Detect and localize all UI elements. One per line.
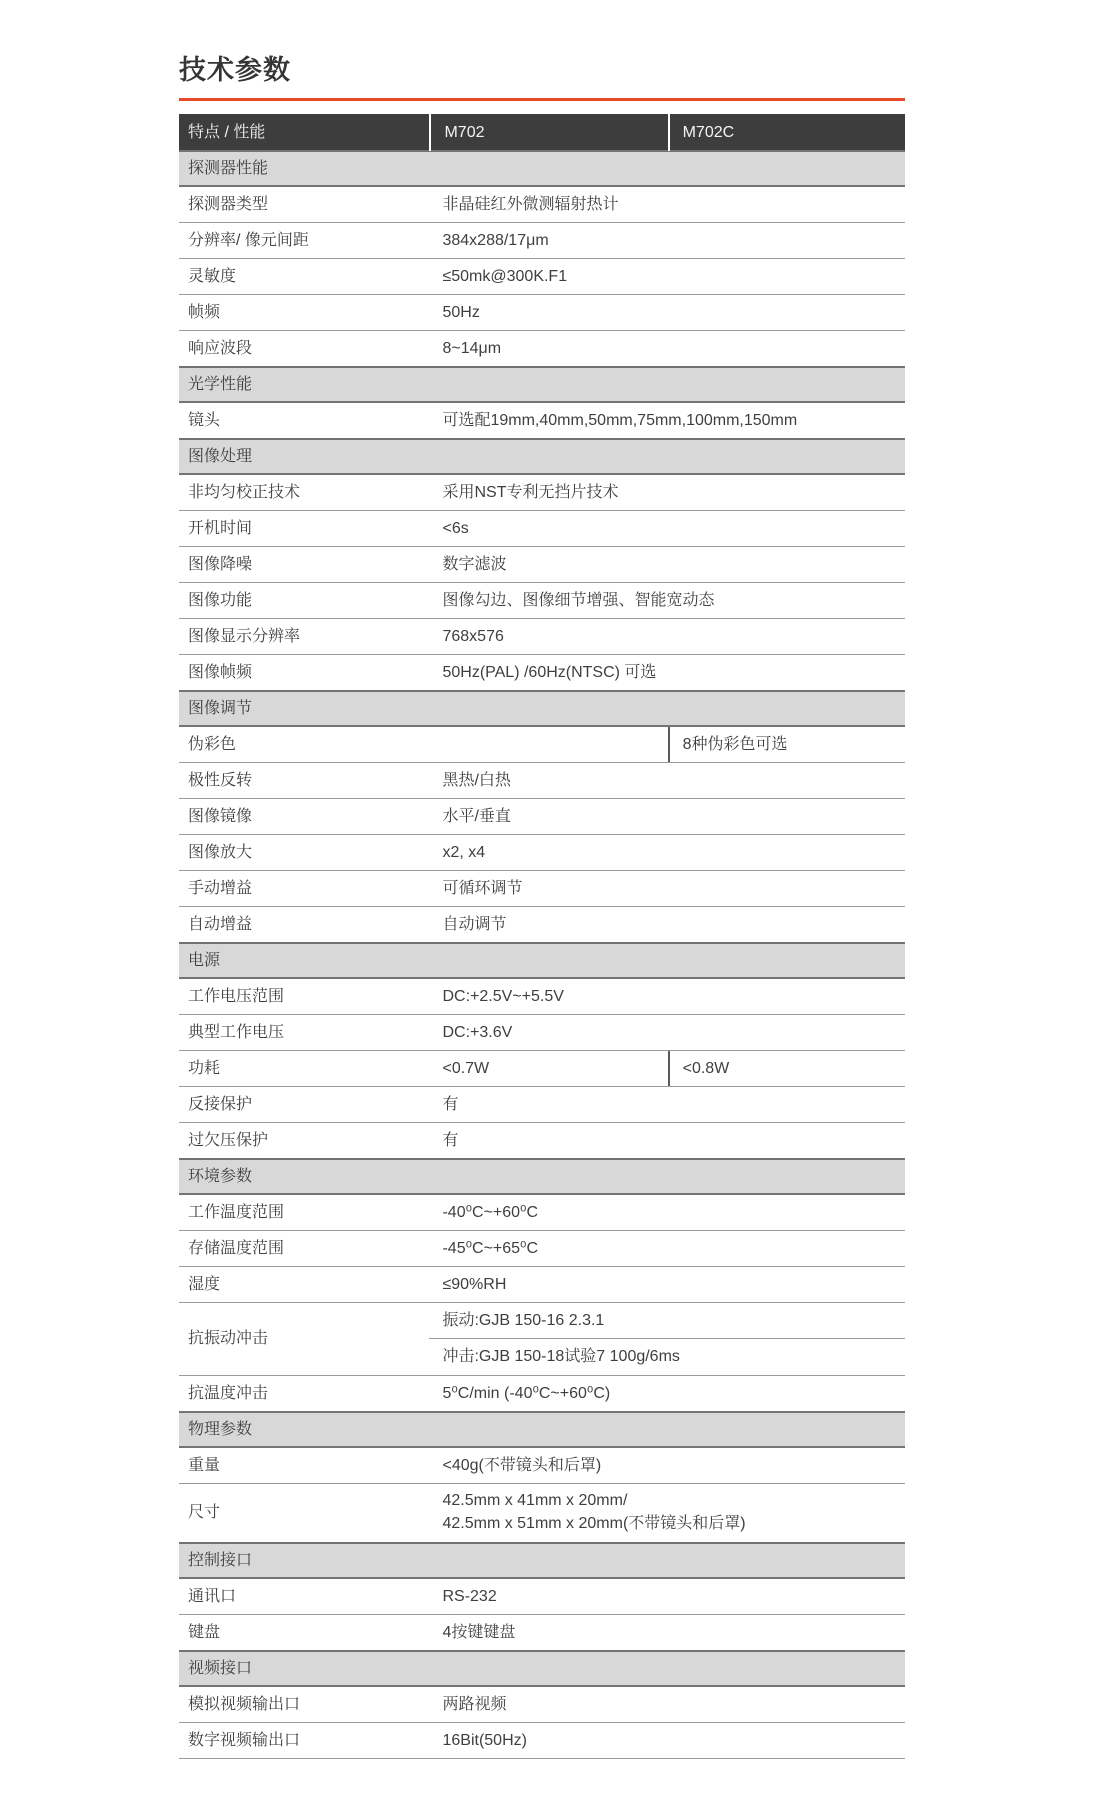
spec-value: 50Hz bbox=[442, 303, 480, 321]
spec-value: 5⁰C/min (-40⁰C~+60⁰C) bbox=[442, 1384, 611, 1402]
spec-value: 两路视频 bbox=[442, 1695, 507, 1713]
spec-sheet-content bbox=[179, 54, 905, 1759]
section-label: 图像处理 bbox=[188, 447, 253, 465]
spec-value-line: 42.5mm x 51mm x 20mm(不带镜头和后罩) bbox=[442, 1514, 746, 1532]
spec-row bbox=[179, 295, 905, 331]
spec-value: 自动调节 bbox=[442, 915, 507, 933]
spec-row bbox=[179, 403, 905, 439]
spec-row bbox=[179, 1123, 905, 1159]
section-row bbox=[179, 438, 905, 475]
table-header-row bbox=[179, 114, 905, 151]
spec-row bbox=[179, 907, 905, 943]
spec-row bbox=[179, 223, 905, 259]
spec-value bbox=[429, 1484, 905, 1542]
spec-label: 图像镜像 bbox=[188, 807, 253, 825]
spec-row bbox=[179, 511, 905, 547]
spec-value: 有 bbox=[442, 1095, 459, 1113]
spec-label: 非均匀校正技术 bbox=[188, 483, 301, 501]
spec-row bbox=[179, 331, 905, 367]
spec-label: 图像显示分辨率 bbox=[188, 627, 301, 645]
spec-label: 图像放大 bbox=[188, 843, 253, 861]
spec-value: -40⁰C~+60⁰C bbox=[442, 1203, 539, 1221]
spec-value-m702: <0.7W bbox=[442, 1059, 490, 1077]
spec-value-m702c: 8种伪彩色可选 bbox=[668, 727, 905, 762]
section-row bbox=[179, 1411, 905, 1448]
spec-value: 可循环调节 bbox=[442, 879, 523, 897]
spec-value: 黑热/白热 bbox=[442, 771, 511, 789]
spec-sub-value: 振动:GJB 150-16 2.3.1 bbox=[429, 1303, 905, 1339]
spec-row bbox=[179, 1267, 905, 1303]
spec-value: 非晶硅红外微测辐射热计 bbox=[442, 195, 619, 213]
spec-value: 16Bit(50Hz) bbox=[442, 1731, 527, 1749]
spec-value: DC:+2.5V~+5.5V bbox=[442, 987, 564, 1005]
spec-label: 反接保护 bbox=[188, 1095, 253, 1113]
spec-value: 数字滤波 bbox=[442, 555, 507, 573]
spec-row bbox=[179, 1484, 905, 1543]
spec-row bbox=[179, 1723, 905, 1759]
spec-sub-value: 冲击:GJB 150-18试验7 100g/6ms bbox=[442, 1348, 680, 1366]
section-row bbox=[179, 150, 905, 187]
section-row bbox=[179, 690, 905, 727]
spec-row bbox=[179, 1615, 905, 1651]
spec-row bbox=[179, 619, 905, 655]
section-label: 控制接口 bbox=[188, 1551, 253, 1569]
spec-label: 键盘 bbox=[188, 1623, 221, 1641]
spec-label: 探测器类型 bbox=[188, 195, 269, 213]
section-row bbox=[179, 1158, 905, 1195]
section-label: 视频接口 bbox=[188, 1659, 253, 1677]
spec-row bbox=[179, 1195, 905, 1231]
spec-row bbox=[179, 1231, 905, 1267]
spec-table bbox=[179, 114, 905, 1759]
header-cell-feature: 特点 / 性能 bbox=[188, 123, 266, 141]
spec-row bbox=[179, 871, 905, 907]
section-label: 环境参数 bbox=[188, 1167, 253, 1185]
spec-label: 抗温度冲击 bbox=[188, 1384, 269, 1402]
header-cell-m702: M702 bbox=[429, 114, 667, 151]
spec-row bbox=[179, 799, 905, 835]
spec-value: 8~14μm bbox=[442, 339, 502, 357]
spec-value: 可选配19mm,40mm,50mm,75mm,100mm,150mm bbox=[442, 411, 798, 429]
spec-value: 采用NST专利无挡片技术 bbox=[442, 483, 619, 501]
spec-row bbox=[179, 187, 905, 223]
spec-subvalues bbox=[429, 1303, 905, 1375]
page-title: 技术参数 bbox=[179, 55, 291, 85]
spec-row bbox=[179, 1087, 905, 1123]
header-cell-m702c: M702C bbox=[668, 114, 905, 151]
spec-value: 768x576 bbox=[442, 627, 504, 645]
spec-row bbox=[179, 835, 905, 871]
spec-row bbox=[179, 763, 905, 799]
spec-label: 帧频 bbox=[188, 303, 221, 321]
spec-row bbox=[179, 1303, 905, 1376]
spec-label: 开机时间 bbox=[188, 519, 253, 537]
spec-row bbox=[179, 979, 905, 1015]
spec-row bbox=[179, 655, 905, 691]
spec-row bbox=[179, 547, 905, 583]
spec-label: 尺寸 bbox=[188, 1504, 221, 1522]
spec-value: 有 bbox=[442, 1131, 459, 1149]
spec-label: 灵敏度 bbox=[188, 267, 237, 285]
section-row bbox=[179, 942, 905, 979]
spec-table-body bbox=[179, 150, 905, 1759]
spec-row bbox=[179, 583, 905, 619]
section-label: 电源 bbox=[188, 951, 221, 969]
spec-label: 重量 bbox=[188, 1456, 221, 1474]
spec-label: 手动增益 bbox=[188, 879, 253, 897]
spec-row bbox=[179, 475, 905, 511]
spec-label: 图像降噪 bbox=[188, 555, 253, 573]
section-label: 物理参数 bbox=[188, 1420, 253, 1438]
spec-row bbox=[179, 1015, 905, 1051]
spec-label: 自动增益 bbox=[188, 915, 253, 933]
spec-value: x2, x4 bbox=[442, 843, 486, 861]
spec-label: 模拟视频输出口 bbox=[188, 1695, 301, 1713]
spec-label: 过欠压保护 bbox=[188, 1131, 269, 1149]
spec-value: RS-232 bbox=[442, 1587, 497, 1605]
spec-value: -45⁰C~+65⁰C bbox=[442, 1239, 539, 1257]
spec-value: <40g(不带镜头和后罩) bbox=[442, 1456, 602, 1474]
spec-value: 图像勾边、图像细节增强、智能宽动态 bbox=[442, 591, 715, 609]
title-underline bbox=[179, 98, 905, 101]
spec-row bbox=[179, 1579, 905, 1615]
spec-value: DC:+3.6V bbox=[442, 1023, 513, 1041]
spec-label: 工作温度范围 bbox=[188, 1203, 285, 1221]
spec-label: 湿度 bbox=[188, 1275, 221, 1293]
spec-value: <6s bbox=[442, 519, 469, 537]
spec-value-m702 bbox=[429, 727, 667, 762]
spec-value: 50Hz(PAL) /60Hz(NTSC) 可选 bbox=[442, 663, 657, 681]
section-row bbox=[179, 1542, 905, 1579]
section-label: 光学性能 bbox=[188, 375, 253, 393]
spec-value: 384x288/17μm bbox=[442, 231, 549, 249]
spec-label: 抗振动冲击 bbox=[188, 1330, 269, 1348]
section-label: 图像调节 bbox=[188, 699, 253, 717]
spec-row bbox=[179, 1448, 905, 1484]
spec-label: 伪彩色 bbox=[188, 735, 237, 753]
spec-label: 功耗 bbox=[188, 1059, 221, 1077]
spec-label: 存储温度范围 bbox=[188, 1239, 285, 1257]
spec-value: ≤50mk@300K.F1 bbox=[442, 267, 568, 285]
spec-label: 图像帧频 bbox=[188, 663, 253, 681]
spec-label: 响应波段 bbox=[188, 339, 253, 357]
spec-label: 图像功能 bbox=[188, 591, 253, 609]
spec-value-line: 42.5mm x 41mm x 20mm/ bbox=[442, 1492, 628, 1510]
spec-label: 分辨率/ 像元间距 bbox=[188, 231, 309, 249]
spec-value: ≤90%RH bbox=[442, 1275, 507, 1293]
spec-label: 数字视频输出口 bbox=[188, 1731, 301, 1749]
spec-value: 水平/垂直 bbox=[442, 807, 511, 825]
spec-value-m702c: <0.8W bbox=[668, 1051, 905, 1086]
spec-label: 极性反转 bbox=[188, 771, 253, 789]
spec-label: 镜头 bbox=[188, 411, 221, 429]
section-row bbox=[179, 366, 905, 403]
spec-row bbox=[179, 1376, 905, 1412]
spec-label: 通讯口 bbox=[188, 1587, 237, 1605]
spec-value: 4按键键盘 bbox=[442, 1623, 516, 1641]
spec-row bbox=[179, 1687, 905, 1723]
spec-row bbox=[179, 259, 905, 295]
spec-row bbox=[179, 727, 905, 763]
spec-label: 典型工作电压 bbox=[188, 1023, 285, 1041]
spec-label: 工作电压范围 bbox=[188, 987, 285, 1005]
section-row bbox=[179, 1650, 905, 1687]
spec-row bbox=[179, 1051, 905, 1087]
section-label: 探测器性能 bbox=[188, 159, 269, 177]
